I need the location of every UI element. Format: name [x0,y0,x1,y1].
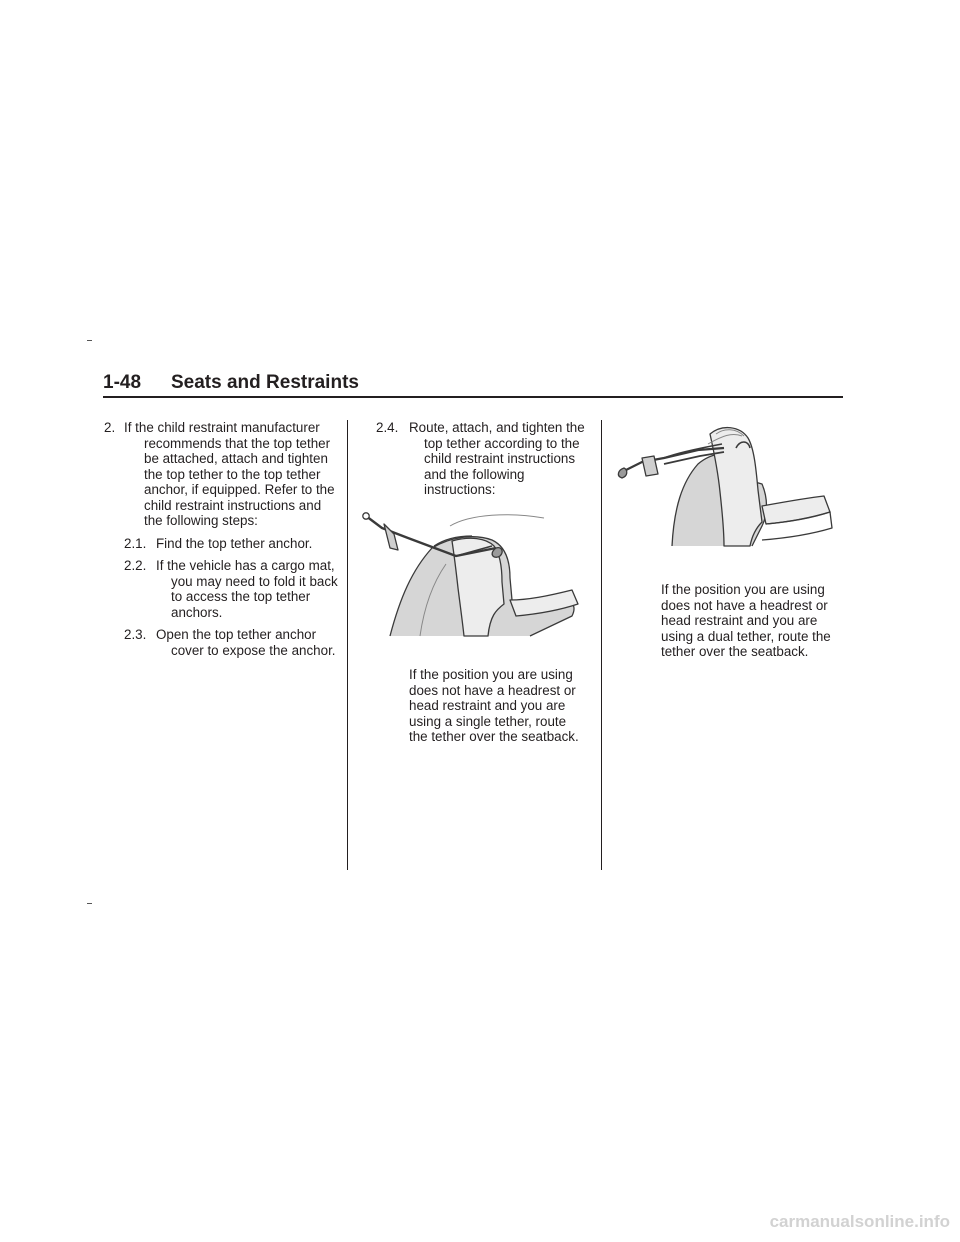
step-text: Route, attach, and tighten the top tether according to the child restraint instructions and the following instructions: [409,420,585,497]
step-text: If the child restraint manufacturer recommends that the top tether be attached, attach and tighten the top tether to the top tether anchor, if equipped. Refer to the child restraint instructions and the following steps: [124,420,335,528]
substep-2-2: 2.2. If the vehicle has a cargo mat, you may need to fold it back to access the top tether anchors. [124,558,338,620]
step-number: 2.4. [376,420,399,435]
page-number: 1-48 [103,372,142,393]
watermark: carmanualsonline.info [769,1212,950,1231]
column-divider-1 [347,420,348,870]
crop-mark-bottom [87,903,92,904]
step-number: 2. [104,420,116,435]
substep-2-3: 2.3. Open the top tether anchor cover to expose the anchor. [124,627,336,658]
crop-mark-top [87,340,92,341]
page-header [103,372,843,394]
single-tether-illustration [360,508,590,638]
column-divider-2 [601,420,602,870]
caption-dual-tether: If the position you are using does not have a headrest or head restraint and you are using a dual tether, route the tether over the seatback. [661,582,831,659]
dual-tether-illustration [612,418,842,548]
substep-2-1: 2.1. Find the top tether anchor. [124,535,313,551]
section-title: Seats and Restraints [171,372,359,393]
step-2-4 [376,420,586,498]
caption-single-tether: If the position you are using does not have a headrest or head restraint and you are using a single tether, route the tether over the seatback. [409,667,579,744]
header-rule [103,396,843,398]
step-2 [104,420,340,658]
